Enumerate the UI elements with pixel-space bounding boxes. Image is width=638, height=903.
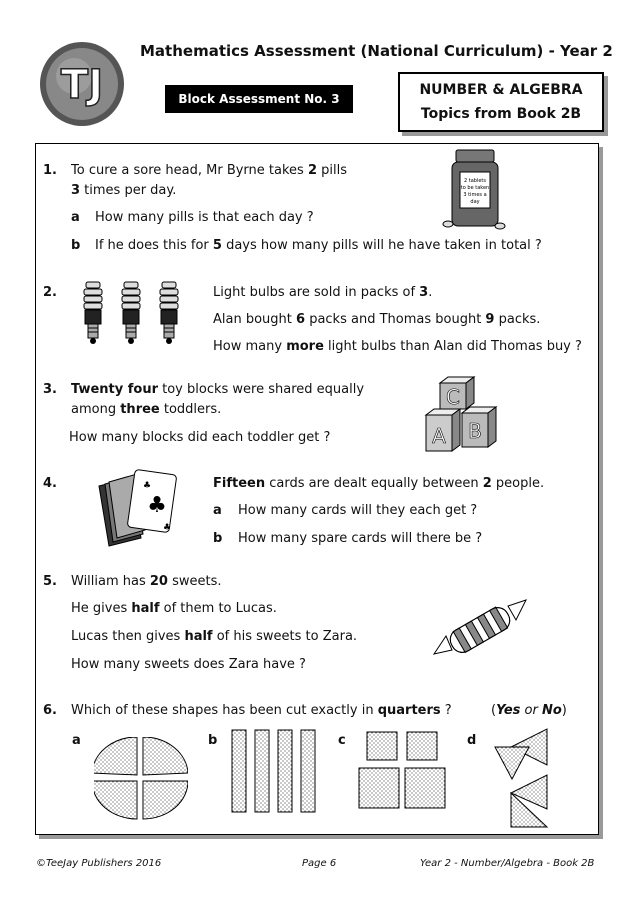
block-letter-c: C	[446, 385, 460, 409]
footer-book-info: Year 2 - Number/Algebra - Book 2B	[420, 858, 595, 869]
shape-a-label: a	[72, 733, 81, 748]
light-bulbs-icon	[78, 280, 190, 352]
q1-a-label: a	[71, 210, 80, 225]
block-letter-b: B	[468, 419, 482, 443]
shape-d-triangles	[493, 727, 555, 835]
q4-b-text: How many spare cards will there be ?	[238, 531, 483, 546]
shape-a-circle	[94, 737, 188, 825]
q3-line3: How many blocks did each toddler get ?	[69, 430, 331, 445]
q2-line2: Alan bought 6 packs and Thomas bought 9 packs.	[213, 312, 541, 327]
pill-bottle-icon	[440, 148, 510, 234]
block-letter-a: A	[432, 424, 446, 448]
footer-page-number: Page 6	[302, 858, 337, 869]
shape-d-label: d	[467, 733, 477, 748]
q5-line1: William has 20 sweets.	[71, 574, 222, 589]
q4-b-label: b	[213, 531, 223, 546]
svg-text:2 tablets: 2 tablets	[464, 178, 486, 184]
topic-line-1: NUMBER & ALGEBRA	[419, 82, 583, 98]
teejay-logo	[38, 40, 126, 128]
q1-a-text: How many pills is that each day ?	[95, 210, 314, 225]
q3-number: 3.	[43, 382, 57, 397]
q3-line2: among three toddlers.	[71, 402, 222, 417]
svg-text:3 times a: 3 times a	[463, 192, 487, 198]
shape-b-label: b	[208, 733, 218, 748]
svg-text:to be taken: to be taken	[460, 185, 490, 191]
footer-copyright: ©TeeJay Publishers 2016	[36, 858, 162, 869]
q4-number: 4.	[43, 476, 57, 491]
shape-c-label: c	[338, 733, 346, 748]
sweet-icon	[428, 592, 532, 668]
q6-line1: Which of these shapes has been cut exactly in quarters ?	[71, 703, 452, 718]
q5-line3: Lucas then gives half of his sweets to Zara.	[71, 629, 358, 644]
q2-line1: Light bulbs are sold in packs of 3.	[213, 285, 433, 300]
q5-number: 5.	[43, 574, 57, 589]
q1-line2: 3 times per day.	[71, 183, 177, 198]
block-assessment-badge: Block Assessment No. 3	[165, 85, 353, 113]
q5-line4: How many sweets does Zara have ?	[71, 657, 306, 672]
shape-c-squares	[357, 730, 449, 816]
q1-b-label: b	[71, 238, 81, 253]
toy-blocks-icon	[422, 375, 504, 459]
q2-number: 2.	[43, 285, 57, 300]
shape-b-strips	[230, 728, 322, 818]
playing-cards-icon	[97, 468, 177, 552]
q6-number: 6.	[43, 703, 57, 718]
svg-text:day: day	[470, 199, 480, 205]
svg-text:♣: ♣	[163, 523, 172, 533]
page-title: Mathematics Assessment (National Curriculum) - Year 2	[140, 42, 613, 60]
q2-line3: How many more light bulbs than Alan did Thomas buy ?	[213, 339, 582, 354]
q4-line1: Fifteen cards are dealt equally between 2 people.	[213, 476, 545, 491]
q4-a-label: a	[213, 503, 222, 518]
q3-line1: Twenty four toy blocks were shared equally	[71, 382, 365, 397]
svg-text:♣: ♣	[143, 481, 152, 491]
topic-line-2: Topics from Book 2B	[420, 106, 582, 122]
q5-line2: He gives half of them to Lucas.	[71, 601, 277, 616]
q1-number: 1.	[43, 163, 57, 178]
q4-a-text: How many cards will they each get ?	[238, 503, 478, 518]
svg-text:♣: ♣	[147, 493, 167, 518]
logo-text: TJ	[60, 62, 104, 108]
q1-line1: To cure a sore head, Mr Byrne takes 2 pills	[71, 163, 347, 178]
topics-box	[398, 72, 604, 132]
q6-yes-no: (Yes or No)	[491, 703, 567, 718]
q1-b-text: If he does this for 5 days how many pills will he have taken in total ?	[95, 238, 542, 253]
